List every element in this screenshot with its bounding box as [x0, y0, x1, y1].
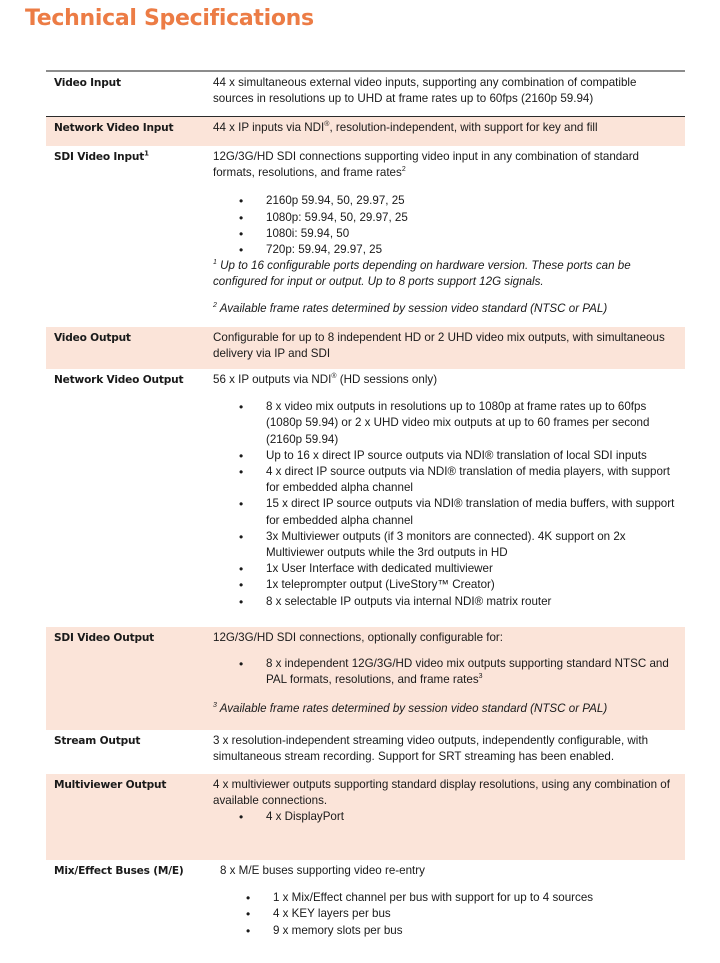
spec-value: [213, 372, 685, 627]
list-item: • 1080i: 59.94, 50: [213, 226, 675, 242]
spec-text: Configurable for up to 8 independent HD or 2 UHD video mix outputs, with simultaneous delivery via IP and SDI: [213, 331, 665, 361]
list-item: • 1x teleprompter output (LiveStory™ Creator): [213, 577, 675, 593]
list-item: • 720p: 59.94, 29.97, 25: [213, 242, 675, 258]
spec-label: SDI Video Output: [54, 632, 155, 644]
list-item: • 15 x direct IP source outputs via NDI® translation of media buffers, with support for embedded alpha channel: [213, 496, 675, 528]
spec-label: Multiviewer Output: [54, 779, 167, 791]
spec-value: [213, 75, 685, 116]
footnote-ref: 2: [401, 166, 406, 174]
page-title: Technical Specifications: [25, 6, 314, 31]
spec-label: [46, 149, 213, 327]
footnote: [213, 701, 675, 717]
list-item: • 8 x video mix outputs in resolutions up to 1080p at frame rates up to 60fps (1080p 59.94) or 2 x UHD video mix outputs at up to 60 frames per second (2160p 59.94): [213, 399, 675, 448]
list-item: • 4 x direct IP source outputs via NDI® translation of media players, with support for embedded alpha channel: [213, 464, 675, 496]
spec-value: [213, 330, 685, 369]
spec-label: Network Video Input: [54, 122, 174, 134]
spec-text: [213, 120, 675, 136]
spec-text: 4 x multiviewer outputs supporting standard display resolutions, using any combination of available connections.: [213, 778, 670, 808]
bullet-list: [213, 656, 675, 688]
footnote-ref: 1: [144, 149, 149, 158]
list-item: [213, 656, 675, 688]
list-item: • 9 x memory slots per bus: [220, 923, 675, 939]
footnote-number: 2: [213, 301, 217, 309]
footnote-text: Available frame rates determined by session video standard (NTSC or PAL): [216, 301, 608, 315]
spec-row-network-video-input: [46, 116, 685, 146]
spec-label-text: SDI Video Input: [54, 151, 145, 163]
spec-row-mix-effect-buses: [46, 860, 685, 963]
spec-table: [46, 70, 685, 963]
footnote: [213, 301, 675, 317]
spec-label: Video Input: [54, 77, 121, 89]
footnote-text: Available frame rates determined by session video standard (NTSC or PAL): [216, 701, 608, 715]
footnote-text: Up to 16 configurable ports depending on hardware version. These ports can be configured for input or output. Up to 8 ports support 12G signals.: [213, 259, 631, 289]
spec-text: 8 x M/E buses supporting video re-entry: [220, 864, 425, 877]
spec-row-video-input: [46, 72, 685, 116]
spec-text-part: 56 x IP outputs via NDI: [213, 373, 332, 386]
list-item: • 1x User Interface with dedicated multiviewer: [213, 561, 675, 577]
spec-row-sdi-video-input: [46, 146, 685, 327]
list-item: • 3x Multiviewer outputs (if 3 monitors are connected). 4K support on 2x Multiviewer outputs while the 3rd outputs in HD: [213, 529, 675, 561]
spec-text: [213, 372, 675, 388]
footnote: [213, 258, 675, 290]
bullet-list: [213, 809, 675, 825]
list-item: • 2160p 59.94, 50, 29.97, 25: [213, 193, 675, 209]
spec-value: [213, 630, 685, 730]
spec-value: [213, 120, 685, 146]
spec-value: [213, 149, 685, 327]
footnote-number: 3: [213, 701, 217, 709]
list-item-text: 8 x independent 12G/3G/HD video mix outputs supporting standard NTSC and PAL formats, resolutions, and frame rates: [266, 657, 669, 687]
spec-text-part: , resolution-independent, with support for key and fill: [329, 121, 598, 134]
spec-value: [213, 863, 685, 963]
spec-value: [213, 733, 685, 774]
spec-row-network-video-output: [46, 369, 685, 627]
bullet-list: [213, 193, 675, 258]
spec-label: Video Output: [54, 332, 131, 344]
spec-row-stream-output: [46, 730, 685, 774]
spec-label: Network Video Output: [54, 374, 184, 386]
spec-text: 12G/3G/HD SDI connections, optionally configurable for:: [213, 631, 503, 644]
spec-text: 44 x simultaneous external video inputs, supporting any combination of compatible sources in resolutions up to UHD at frame rates up to 60fps (2160p 59.94): [213, 76, 637, 106]
spec-label: Mix/Effect Buses (M/E): [54, 865, 184, 877]
spec-text: 3 x resolution-independent streaming video outputs, independently configurable, with simultaneous stream recording. Support for SRT streaming has been enabled.: [213, 734, 649, 764]
bullet-list: [220, 890, 675, 939]
registered-mark: ®: [324, 121, 330, 129]
spec-row-sdi-video-output: [46, 627, 685, 730]
registered-mark: ®: [331, 373, 337, 381]
list-item: • 4 x DisplayPort: [213, 809, 675, 825]
spec-text-part: 44 x IP inputs via NDI: [213, 121, 325, 134]
spec-text-part: (HD sessions only): [336, 373, 438, 386]
list-item: • 4 x KEY layers per bus: [220, 906, 675, 922]
footnote-ref: 3: [478, 673, 483, 681]
spec-row-video-output: [46, 327, 685, 369]
spec-row-multiviewer-output: [46, 774, 685, 860]
list-item: • Up to 16 x direct IP source outputs via NDI® translation of local SDI inputs: [213, 448, 675, 464]
spec-value: [213, 777, 685, 860]
list-item: • 1080p: 59.94, 50, 29.97, 25: [213, 210, 675, 226]
spec-label: Stream Output: [54, 735, 141, 747]
footnote-number: 1: [213, 259, 217, 267]
spec-text: [213, 149, 675, 181]
spec-text-part: 12G/3G/HD SDI connections supporting video input in any combination of standard formats, resolutions, and frame rates: [213, 150, 639, 180]
list-item: • 8 x selectable IP outputs via internal NDI® matrix router: [213, 594, 675, 610]
bullet-list: [213, 399, 675, 610]
list-item: • 1 x Mix/Effect channel per bus with support for up to 4 sources: [220, 890, 675, 906]
